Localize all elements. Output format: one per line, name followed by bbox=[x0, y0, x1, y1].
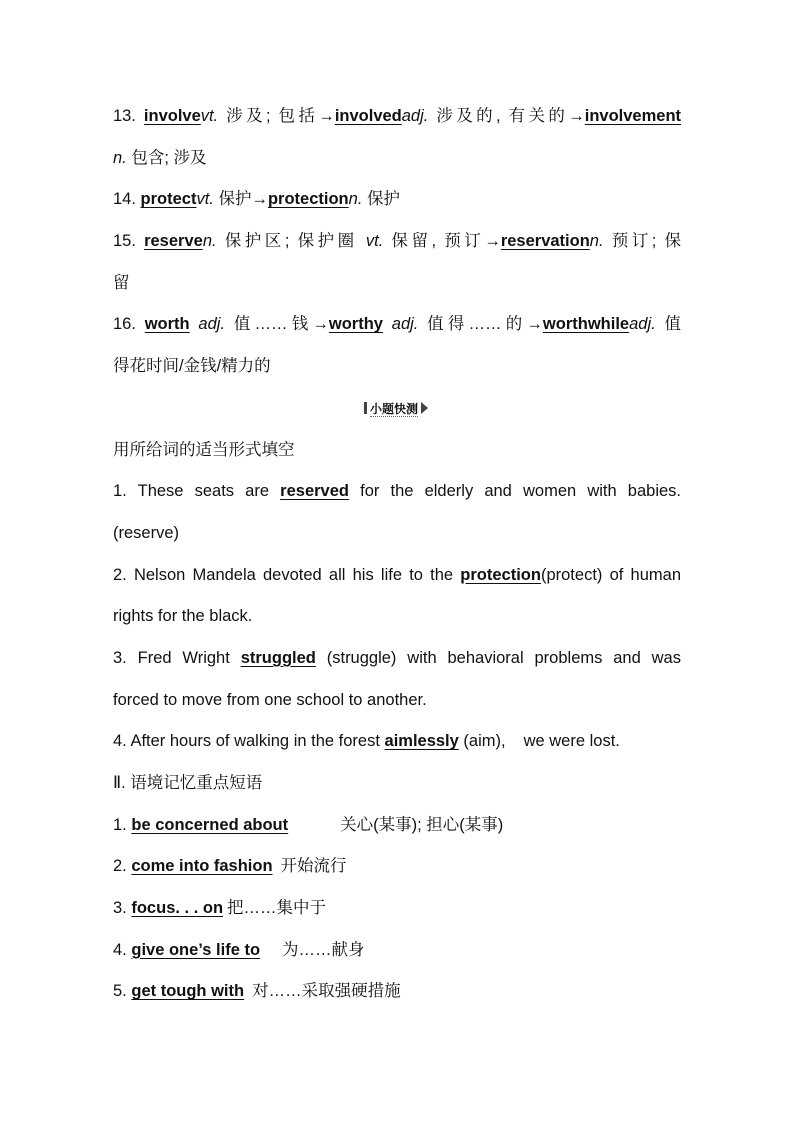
part-of-speech: vt. bbox=[365, 232, 384, 251]
section-2-heading: Ⅱ. 语境记忆重点短语 bbox=[113, 774, 263, 792]
vocab-word: involvement bbox=[584, 107, 682, 125]
exercise-item-1 bbox=[113, 471, 681, 513]
vocab-word: involved bbox=[334, 107, 402, 125]
sentence-text: Fred Wright bbox=[137, 648, 230, 667]
meaning: 保护区; 保护圈 bbox=[224, 232, 358, 251]
vocab-word: protection bbox=[267, 190, 349, 209]
item-number: 14. bbox=[113, 190, 136, 209]
vocab-word: involve bbox=[143, 107, 201, 125]
phrase-item-1 bbox=[113, 805, 681, 847]
phrase-item-5 bbox=[113, 971, 681, 1013]
part-of-speech: adj. bbox=[401, 107, 429, 125]
exercise-item-2-cont: rights for the black. bbox=[113, 607, 253, 626]
item-number: 3. bbox=[113, 899, 127, 918]
vocab-word: reserve bbox=[144, 232, 203, 251]
item-number: 13. bbox=[113, 107, 136, 125]
phrase-item-3 bbox=[113, 888, 681, 930]
meaning: 保护→ bbox=[218, 190, 268, 209]
vocab-item-13 bbox=[113, 96, 681, 138]
answer: struggled bbox=[240, 648, 316, 667]
sentence-text: (protect) of human bbox=[540, 565, 681, 584]
phrase-meaning: 对……采取强硬措施 bbox=[252, 982, 401, 1001]
section-badge-row bbox=[113, 388, 681, 430]
vocab-item-13-cont bbox=[113, 138, 681, 180]
sentence-text: for the elderly and women with babies. bbox=[360, 482, 681, 501]
answer: reserved bbox=[280, 482, 349, 501]
meaning: 涉及的, 有关的→ bbox=[436, 107, 585, 125]
phrase-item-4 bbox=[113, 930, 681, 972]
part-of-speech: n. bbox=[348, 190, 363, 209]
vocab-item-15 bbox=[113, 221, 681, 263]
phrase-meaning: 为……献身 bbox=[282, 940, 365, 959]
badge-arrow-icon bbox=[421, 402, 428, 414]
badge-bar-icon bbox=[364, 402, 367, 414]
part-of-speech: vt. bbox=[196, 190, 214, 209]
sentence-text: After hours of walking in the forest bbox=[130, 732, 380, 751]
vocab-item-15-cont bbox=[113, 263, 681, 305]
sentence-text: Nelson Mandela devoted all his life to the bbox=[133, 565, 454, 584]
sentence-text: (aim), bbox=[463, 732, 506, 751]
item-number: 16. bbox=[113, 315, 136, 334]
item-number: 1. bbox=[113, 482, 127, 501]
part-of-speech: vt. bbox=[200, 107, 219, 125]
item-number: 1. bbox=[113, 815, 127, 834]
item-number: 5. bbox=[113, 982, 127, 1001]
document-page bbox=[113, 96, 681, 1013]
item-number: 3. bbox=[113, 648, 127, 667]
vocab-word: worth bbox=[144, 315, 190, 334]
item-number: 2. bbox=[113, 565, 127, 584]
exercise-item-1-cont: (reserve) bbox=[113, 523, 180, 542]
item-number: 2. bbox=[113, 857, 127, 876]
phrase-item-2 bbox=[113, 846, 681, 888]
phrase: give one’s life to bbox=[131, 940, 261, 959]
part-of-speech: n. bbox=[113, 148, 127, 167]
meaning: 值……钱→ bbox=[233, 315, 329, 334]
meaning: 得花时间/金钱/精力的 bbox=[113, 357, 271, 376]
meaning: 留 bbox=[113, 273, 130, 292]
answer: protection bbox=[460, 565, 541, 584]
sentence-text: These seats are bbox=[137, 482, 270, 501]
vocab-item-16-cont bbox=[113, 346, 681, 388]
exercise-item-2 bbox=[113, 555, 681, 597]
exercise-instructions: 用所给词的适当形式填空 bbox=[113, 440, 295, 459]
meaning: 预订; 保 bbox=[611, 232, 682, 251]
phrase: come into fashion bbox=[131, 857, 273, 876]
part-of-speech: adj. bbox=[629, 315, 656, 334]
sentence-text: we were lost. bbox=[523, 732, 620, 751]
exercise-item-3 bbox=[113, 638, 681, 680]
part-of-speech: adj. bbox=[198, 315, 226, 334]
exercise-item-4 bbox=[113, 721, 681, 763]
sentence-text: (struggle) with behavioral problems and was bbox=[326, 648, 681, 667]
exercise-item-3-cont: forced to move from one school to another. bbox=[113, 690, 427, 709]
answer: aimlessly bbox=[384, 732, 459, 751]
part-of-speech: n. bbox=[202, 232, 217, 251]
meaning: 涉及; 包括→ bbox=[226, 107, 335, 125]
vocab-word: worthwhile bbox=[542, 315, 630, 334]
meaning: 包含; 涉及 bbox=[131, 148, 207, 167]
phrase: focus. . . on bbox=[131, 899, 224, 918]
part-of-speech: adj. bbox=[391, 315, 419, 334]
vocab-word: protect bbox=[140, 190, 197, 209]
phrase: be concerned about bbox=[131, 815, 289, 834]
phrase: get tough with bbox=[131, 982, 245, 1001]
badge-label: 小题快测 bbox=[369, 401, 418, 416]
vocab-item-16 bbox=[113, 304, 681, 346]
meaning: 值 bbox=[664, 315, 681, 334]
item-number: 4. bbox=[113, 940, 127, 959]
meaning: 保留, 预订→ bbox=[391, 232, 501, 251]
vocab-item-14 bbox=[113, 179, 681, 221]
phrase-meaning: 把……集中于 bbox=[227, 899, 327, 918]
meaning: 值得……的→ bbox=[427, 315, 543, 334]
phrase-meaning: 开始流行 bbox=[280, 857, 347, 876]
vocab-word: worthy bbox=[328, 315, 383, 334]
phrase-meaning: 关心(某事); 担心(某事) bbox=[340, 815, 504, 834]
item-number: 15. bbox=[113, 232, 136, 251]
part-of-speech: n. bbox=[589, 232, 604, 251]
vocab-word: reservation bbox=[500, 232, 590, 251]
meaning: 保护 bbox=[367, 190, 400, 209]
item-number: 4. bbox=[113, 732, 127, 751]
section-badge bbox=[358, 401, 436, 417]
